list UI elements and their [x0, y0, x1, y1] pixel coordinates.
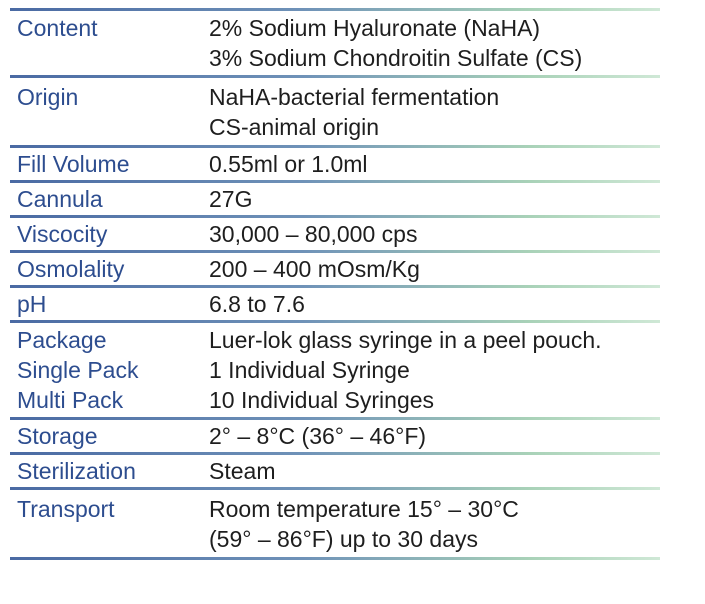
spec-label-line: Multi Pack [17, 387, 124, 413]
spec-row-storage [10, 420, 660, 452]
spec-value-line: 2% Sodium Hyaluronate (NaHA) [209, 15, 541, 41]
spec-label: Osmolality [17, 256, 125, 282]
row-separator [10, 557, 660, 560]
spec-label-line: Package [17, 327, 107, 353]
spec-label: pH [17, 291, 47, 317]
spec-label: Origin [17, 84, 79, 110]
spec-value [209, 13, 660, 75]
spec-value [209, 82, 660, 145]
spec-value-line: (59° – 86°F) up to 30 days [209, 526, 478, 552]
spec-row-fill-volume [10, 148, 660, 180]
spec-value [209, 325, 660, 417]
specification-table [10, 8, 660, 560]
spec-row-content [10, 11, 660, 75]
spec-value [209, 494, 660, 557]
spec-label [17, 325, 209, 417]
spec-label-line: Single Pack [17, 357, 139, 383]
spec-label: Fill Volume [17, 151, 130, 177]
spec-value-line: 1 Individual Syringe [209, 357, 410, 383]
spec-value-line: Room temperature 15° – 30°C [209, 496, 519, 522]
spec-row-osmolality [10, 253, 660, 285]
spec-row-cannula [10, 183, 660, 215]
spec-value: 27G [209, 186, 253, 212]
spec-value: 200 – 400 mOsm/Kg [209, 256, 420, 282]
spec-label: Storage [17, 423, 98, 449]
spec-label: Sterilization [17, 458, 136, 484]
spec-value-line: Luer-lok glass syringe in a peel pouch. [209, 327, 602, 353]
spec-label: Transport [17, 496, 115, 522]
spec-label: Viscocity [17, 221, 108, 247]
spec-value: 30,000 – 80,000 cps [209, 221, 418, 247]
spec-row-sterilization [10, 455, 660, 487]
spec-value: 2° – 8°C (36° – 46°F) [209, 423, 427, 449]
spec-value-line: CS-animal origin [209, 114, 380, 140]
spec-value: 0.55ml or 1.0ml [209, 151, 368, 177]
spec-label: Cannula [17, 186, 103, 212]
spec-row-package [10, 323, 660, 417]
spec-value: 6.8 to 7.6 [209, 291, 305, 317]
spec-value: Steam [209, 458, 276, 484]
spec-row-viscocity [10, 218, 660, 250]
spec-value-line: 10 Individual Syringes [209, 387, 435, 413]
spec-row-origin [10, 78, 660, 145]
spec-row-transport [10, 490, 660, 557]
spec-value-line: 3% Sodium Chondroitin Sulfate (CS) [209, 45, 583, 71]
spec-value-line: NaHA-bacterial fermentation [209, 84, 500, 110]
spec-label: Content [17, 15, 98, 41]
spec-row-ph [10, 288, 660, 320]
